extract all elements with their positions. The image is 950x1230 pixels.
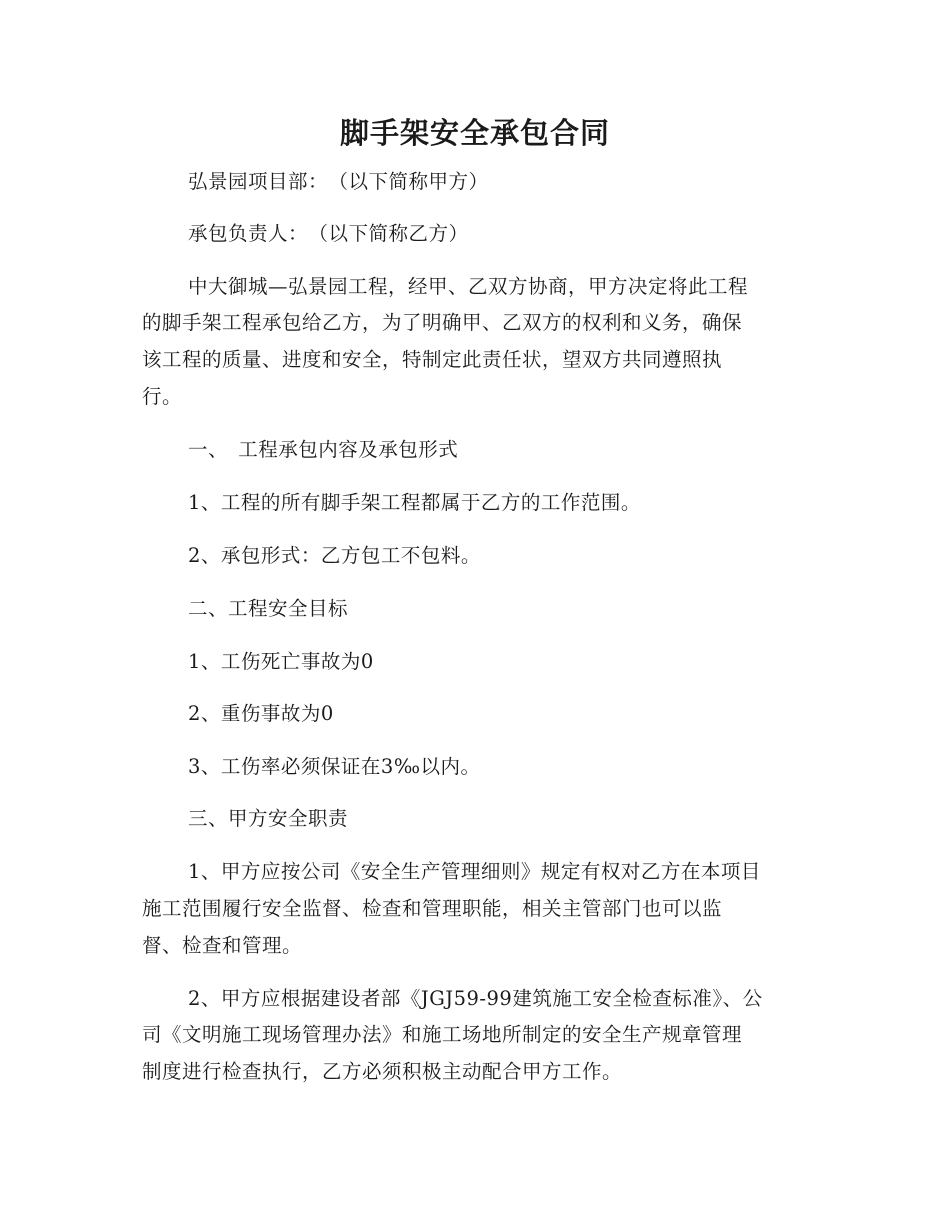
section-1-item-1: 1、工程的所有脚手架工程都属于乙方的工作范围。 [188,491,641,514]
section-1-item-2: 2、承包形式：乙方包工不包料。 [188,544,481,567]
intro-paragraph-line-1: 中大御城—弘景园工程，经甲、乙双方协商，甲方决定将此工程 [188,275,749,298]
intro-paragraph-line-3: 该工程的质量、进度和安全，特制定此责任状，望双方共同遵照执 [142,348,723,371]
section-3-item-1-line-1: 1、甲方应按公司《安全生产管理细则》规定有权对乙方在本项目 [188,860,761,883]
section-2-item-2: 2、重伤事故为0 [188,702,334,725]
section-2-heading: 二、工程安全目标 [188,597,349,620]
section-3-heading: 三、甲方安全职责 [188,807,349,830]
section-3-item-2-line-2: 司《文明施工现场管理办法》和施工场地所制定的安全生产规章管理 [142,1023,743,1046]
document-title: 脚手架安全承包合同 [339,116,610,150]
section-1-heading: 一、 工程承包内容及承包形式 [188,438,459,461]
section-2-item-1: 1、工伤死亡事故为0 [188,650,374,673]
section-2-item-3: 3、工伤率必须保证在3‰以内。 [188,755,481,778]
section-3-item-1-line-3: 督、检查和管理。 [142,934,303,957]
section-3-item-2-line-3: 制度进行检查执行，乙方必须积极主动配合甲方工作。 [142,1060,623,1083]
party-b-line: 承包负责人： （以下简称乙方） [188,222,469,245]
section-3-item-2-line-1: 2、甲方应根据建设者部《JGJ59-99建筑施工安全检查标准》、公 [188,987,763,1010]
intro-paragraph-line-2: 的脚手架工程承包给乙方，为了明确甲、乙双方的权利和义务，确保 [142,311,743,334]
section-3-item-1-line-2: 施工范围履行安全监督、检查和管理职能，相关主管部门也可以监 [142,897,723,920]
party-a-line: 弘景园项目部： （以下简称甲方） [188,170,489,193]
intro-paragraph-line-4: 行。 [142,385,183,408]
